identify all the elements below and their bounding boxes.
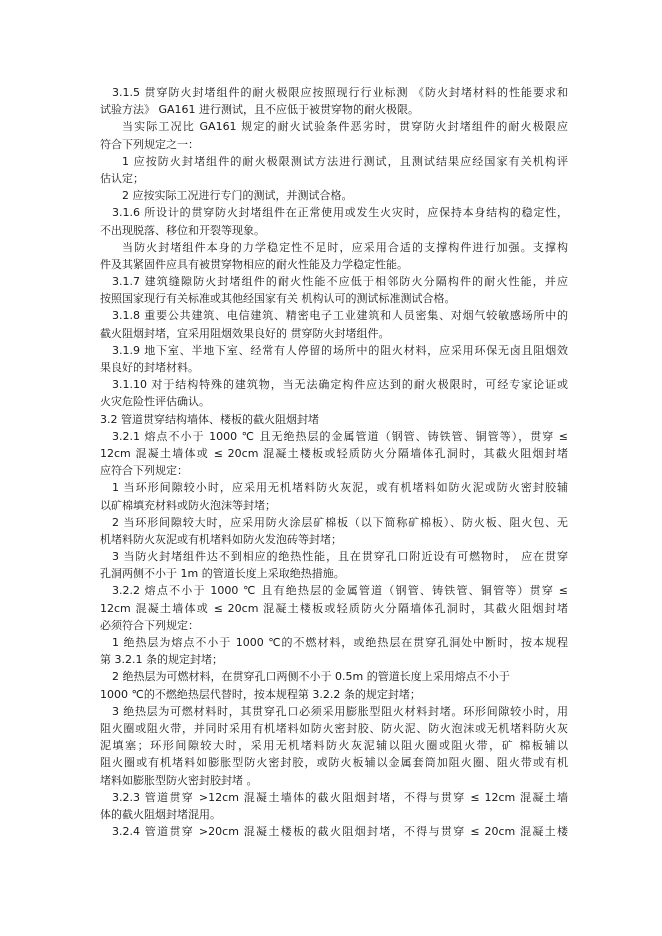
text-line: 必须符合下列规定：	[100, 618, 199, 632]
text-line: 3.1.6 所设计的贯穿防火封堵组件在正常使用或发生火灾时，应保持本身结构的稳定性，	[112, 206, 568, 220]
text-line: 当防火封堵组件本身的力学稳定性不足时，应采用合适的支撑构件进行加强。支撑构	[122, 240, 568, 254]
text-line: 2 应按实际工况进行专门的测试，并测试合格。	[122, 189, 353, 203]
text-line: 截火阻烟封堵，宜采用阻烟效果良好的 贯穿防火封堵组件。	[100, 326, 390, 340]
text-line: 果良好的封堵材料。	[100, 361, 199, 374]
text-line: 3.2.3 管道贯穿 >12cm 混凝土墙体的截火阻烟封堵，不得与贯穿 ≤ 12cm 混凝土墙	[112, 790, 568, 804]
text-line: 1 应按防火封堵组件的耐火极限测试方法进行测试，且测试结果应经国家有关机构评	[122, 154, 568, 168]
text-line: 不出现脱落、移位和开裂等现象。	[100, 223, 265, 237]
text-line: 应符合下列规定：	[100, 464, 188, 478]
text-line: 12cm 混凝土墙体或 ≤ 20cm 混凝土楼板或轻质防火分隔墙体孔洞时，其截火阻烟封堵	[100, 446, 568, 460]
text-line: 孔洞两侧不小于 1m 的管道长度上采取绝热措施。	[100, 567, 345, 581]
text-line: 泥填塞；环形间隙较大时，采用无机堵料防火灰泥辅以阻火圈或阻火带，矿 棉板辅以	[100, 739, 568, 753]
text-line: 火灾危险性评估确认。	[100, 395, 210, 409]
text-line: 3.1.9 地下室、半地下室、经常有人停留的场所中的阻火材料，应采用环保无卤且阻烟效	[112, 343, 568, 357]
text-line: 1 绝热层为熔点不小于 1000 ℃的不燃材料，或绝热层在贯穿孔洞处中断时，按本规程	[112, 636, 568, 649]
text-line: 阻火圈或阻火带，并同时采用有机堵料如防火密封胶、防火泥、防火泡沫或无机堵料防火灰	[100, 721, 568, 735]
text-line: 按照国家现行有关标准或其他经国家有关 机构认可的测试标准测试合格。	[100, 292, 456, 306]
text-line: 3 绝热层为可燃材料时，其贯穿孔口必须采用膨胀型阻火材料封堵。环形间隙较小时，用	[112, 704, 568, 718]
text-line: 2 当环形间隙较大时，应采用防火涂层矿棉板（以下简称矿棉板）、防火板、阻火包、无	[112, 515, 568, 529]
text-line: 3.1.10 对于结构特殊的建筑物，当无法确定构件应达到的耐火极限时，可经专家论证或	[112, 378, 568, 392]
text-line: 件及其紧固件应具有被贯穿物相应的耐火性能及力学稳定性能。	[100, 257, 408, 271]
text-line: 第 3.2.1 条的规定封堵；	[100, 653, 223, 667]
text-line: 3 当防火封堵组件达不到相应的绝热性能，且在贯穿孔口附近设有可燃物时， 应在贯穿	[112, 550, 568, 564]
text-line: 机堵料防火灰泥或有机堵料如防火发泡砖等封堵；	[100, 532, 342, 546]
text-line: 3.2.4 管道贯穿 >20cm 混凝土楼板的截火阻烟封堵，不得与贯穿 ≤ 20cm 混凝土楼	[112, 825, 568, 839]
text-line: 1 当环形间隙较小时，应采用无机堵料防火灰泥，或有机堵料如防火泥或防火密封胶辅	[112, 481, 568, 495]
text-line: 3.1.7 建筑缝隙防火封堵组件的耐火性能不应低于相邻防火分隔构件的耐火性能，并应	[112, 275, 568, 289]
text-line: 估认定；	[100, 171, 144, 185]
text-line: 试验方法》 GA161 进行测试，且不应低于被贯穿物的耐火极限。	[100, 103, 420, 117]
text-line: 3.2.1 熔点不小于 1000 ℃ 且无绝热层的金属管道（钢管、铸铁管、铜管等），贯穿 ≤	[112, 429, 568, 443]
text-line: 当实际工况比 GA161 规定的耐火试验条件恶劣时，贯穿防火封堵组件的耐火极限应	[122, 120, 568, 134]
text-line: 1000 ℃的不燃绝热层代替时，按本规程第 3.2.2 条的规定封堵；	[100, 687, 421, 701]
text-line: 2 绝热层为可燃材料，在贯穿孔口两侧不小于 0.5m 的管道长度上采用熔点不小于	[112, 670, 510, 684]
text-line: 体的截火阻烟封堵混用。	[100, 807, 221, 821]
text-line: 阻火圈或有机堵料如膨胀型防火密封胶，或防火板辅以金属套筒加阻火圈、阻火带或有机	[100, 756, 568, 770]
text-line: 以矿棉填充材料或防火泡沫等封堵；	[100, 498, 276, 512]
text-line: 3.1.5 贯穿防火封堵组件的耐火极限应按照现行行业标测 《防火封堵材料的性能要求和	[112, 86, 568, 99]
document-page	[100, 84, 568, 840]
text-line: 堵料如膨胀型防火密封胶封堵 。	[100, 773, 258, 787]
text-line: 3.2 管道贯穿结构墙体、楼板的截火阻烟封堵	[100, 412, 319, 426]
text-line: 3.2.2 熔点不小于 1000 ℃ 且有绝热层的金属管道（钢管、铸铁管、铜管等）贯穿 ≤	[112, 584, 568, 598]
text-line: 符合下列规定之一：	[100, 137, 199, 151]
text-line: 3.1.8 重要公共建筑、电信建筑、精密电子工业建筑和人员密集、对烟气较敏感场所中的	[112, 309, 568, 323]
text-line: 12cm 混凝土墙体或 ≤ 20cm 混凝土楼板或轻质防火分隔墙体孔洞时，其截火阻烟封堵	[100, 601, 568, 615]
